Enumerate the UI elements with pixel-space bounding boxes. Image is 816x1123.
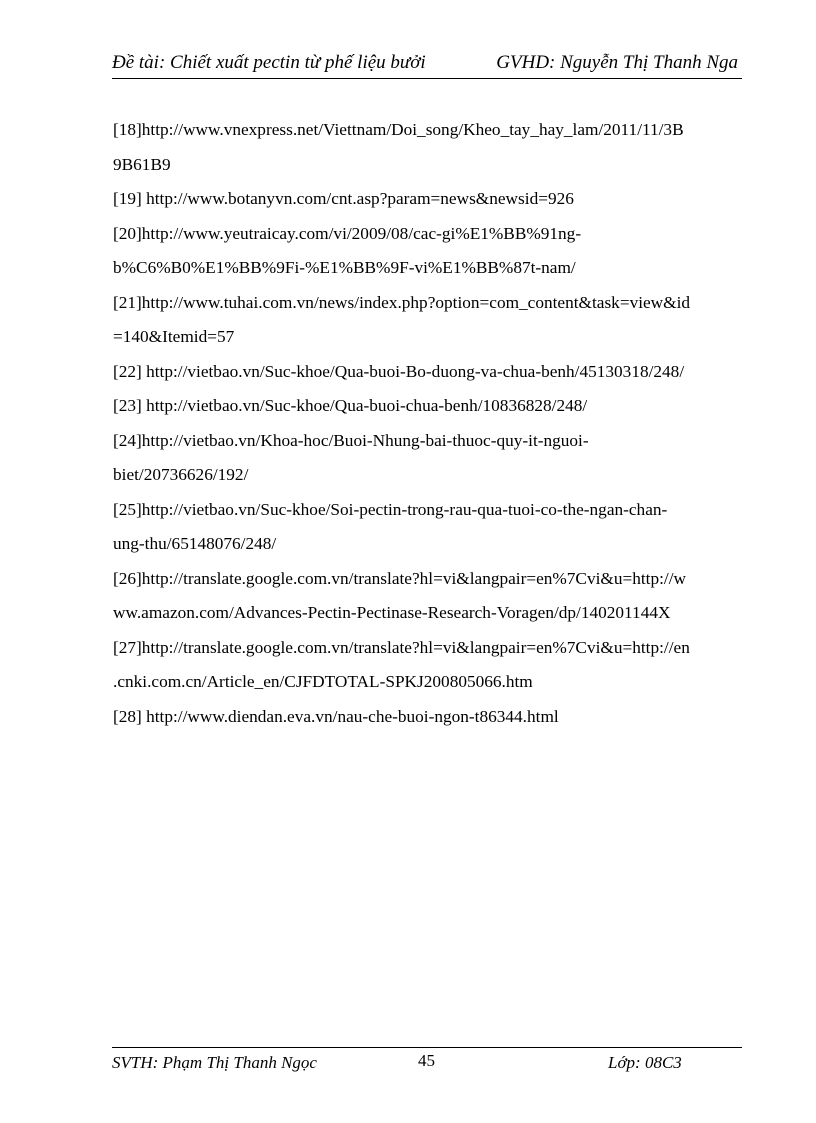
reference-line: [18]http://www.vnexpress.net/Viettnam/Doi_song/Kheo_tay_hay_lam/2011/11/3B (113, 120, 684, 139)
footer-class: Lớp: 08C3 (608, 1053, 682, 1072)
reference-line: [22] http://vietbao.vn/Suc-khoe/Qua-buoi-Bo-duong-va-chua-benh/45130318/248/ (113, 361, 685, 381)
reference-line: 9B61B9 (113, 154, 171, 174)
reference-line: [25]http://vietbao.vn/Suc-khoe/Soi-pectin-trong-rau-qua-tuoi-co-the-ngan-chan- (113, 499, 668, 519)
reference-list (113, 113, 735, 734)
header-advisor: GVHD: Nguyễn Thị Thanh Nga (496, 52, 738, 73)
page-number: 45 (418, 1051, 435, 1070)
reference-line: [19] http://www.botanyvn.com/cnt.asp?param=news&newsid=926 (113, 189, 574, 208)
page-footer (112, 1047, 742, 1078)
footer-student: SVTH: Phạm Thị Thanh Ngọc (112, 1053, 317, 1072)
reference-line: ung-thu/65148076/248/ (113, 534, 277, 553)
reference-line: [27]http://translate.google.com.vn/translate?hl=vi&langpair=en%7Cvi&u=http://en (113, 637, 690, 657)
reference-line: ww.amazon.com/Advances-Pectin-Pectinase-Research-Voragen/dp/140201144X (113, 603, 671, 622)
reference-line: biet/20736626/192/ (113, 465, 249, 484)
reference-line: .cnki.com.cn/Article_en/CJFDTOTAL-SPKJ200805066.htm (113, 672, 533, 691)
reference-line: [23] http://vietbao.vn/Suc-khoe/Qua-buoi-chua-benh/10836828/248/ (113, 396, 588, 415)
reference-line: [28] http://www.diendan.eva.vn/nau-che-buoi-ngon-t86344.html (113, 706, 559, 726)
reference-line: =140&Itemid=57 (113, 327, 235, 346)
reference-line: [21]http://www.tuhai.com.vn/news/index.php?option=com_content&task=view&id (113, 292, 691, 312)
reference-line: [26]http://translate.google.com.vn/translate?hl=vi&langpair=en%7Cvi&u=http://w (113, 568, 686, 588)
reference-line: [20]http://www.yeutraicay.com/vi/2009/08/cac-gi%E1%BB%91ng- (113, 223, 582, 243)
header-topic: Đề tài: Chiết xuất pectin từ phế liệu bưởi (112, 52, 426, 73)
reference-line: [24]http://vietbao.vn/Khoa-hoc/Buoi-Nhung-bai-thuoc-quy-it-nguoi- (113, 430, 589, 450)
reference-line: b%C6%B0%E1%BB%9Fi-%E1%BB%9F-vi%E1%BB%87t-nam/ (113, 258, 576, 277)
page-header (112, 50, 742, 79)
